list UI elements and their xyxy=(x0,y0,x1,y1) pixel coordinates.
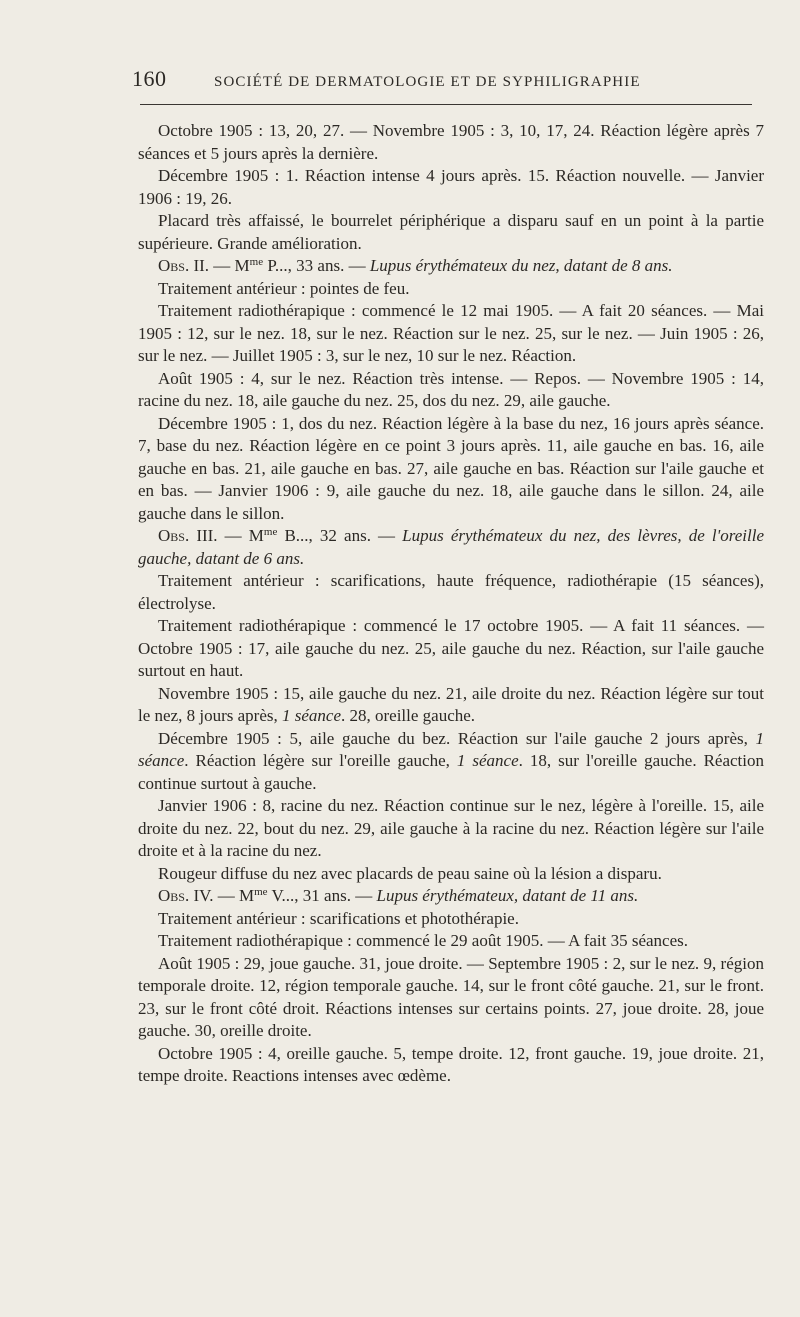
text-run: Décembre 1905 : 1, dos du nez. Réaction légère à la base du nez, 16 jours après séance. 7, base du nez. Réaction légère en ce point 3 jours après. 11, aile gauche en bas. 16, aile gauche en bas. 21, aile gauche en bas. 27, aile gauche en bas. Réaction sur l'aile gauche et en bas. — Janvier 1906 : 9, aile gauche du nez. 18, aile gauche dans le sillon. 24, aile gauche dans le sillon. xyxy=(138,413,764,523)
text-run: — M xyxy=(217,526,264,545)
text-run: Placard très affaissé, le bourrelet périphérique a disparu sauf en un point à la partie supérieure. Grande amélioration. xyxy=(138,211,764,253)
text-run: . 28, oreille gauche. xyxy=(341,706,476,725)
text-run: Traitement antérieur : pointes de feu. xyxy=(158,278,410,298)
text-run: Traitement radiothérapique : commencé le 29 août 1905. — A fait 35 séances. xyxy=(158,931,689,950)
paragraph xyxy=(138,278,764,301)
text-run: Novembre 1905 : 15, aile gauche du nez. 21, aile droite du nez. Réaction légère sur tout le nez, 8 jours après, xyxy=(138,683,764,725)
paragraph xyxy=(138,728,764,796)
paragraph xyxy=(138,863,764,886)
paragraph xyxy=(138,795,764,863)
paragraph xyxy=(138,570,764,615)
text-run: V..., 31 ans. — xyxy=(267,886,377,905)
paragraph xyxy=(138,165,764,210)
text-run: Rougeur diffuse du nez avec placards de peau saine où la lésion a disparu. xyxy=(158,863,662,883)
paragraph xyxy=(138,953,764,1043)
text-run: Traitement radiothérapique : commencé le 12 mai 1905. — A fait 20 séances. — Mai 1905 : 12, sur le nez. 18, sur le nez. Réaction sur le nez. 25, sur le nez. — Juin 1905 : 26, sur le nez. — Juillet 1905 : 3, sur le nez, 10 sur le nez. Réaction. xyxy=(138,301,764,365)
header-rule xyxy=(140,104,752,105)
paragraph xyxy=(138,368,764,413)
italic-text: Lupus érythémateux du nez, datant de 8 ans. xyxy=(369,256,673,275)
paragraph xyxy=(138,300,764,368)
text-run: Décembre 1905 : 5, aile gauche du bez. Réaction sur l'aile gauche 2 jours après, xyxy=(158,728,756,748)
paragraph xyxy=(138,615,764,683)
text-run: . 18, sur l'oreille gauche. Réaction continue surtout à gauche. xyxy=(138,751,764,793)
page-number: 160 xyxy=(132,66,167,91)
paragraph xyxy=(138,120,764,165)
text-run: P..., 33 ans. — xyxy=(263,256,370,275)
italic-text: 1 séance xyxy=(281,706,341,725)
text-run: Octobre 1905 : 4, oreille gauche. 5, tempe droite. 12, front gauche. 19, joue droite. 21, tempe droite. Reactions intenses avec œdème. xyxy=(138,1043,764,1085)
italic-text: 1 séance xyxy=(456,751,519,770)
text-run: Traitement radiothérapique : commencé le 17 octobre 1905. — A fait 11 séances. — Octobre 1905 : 17, aile gauche du nez. 25, aile gauche du nez. Réaction, sur l'aile gauche surtout en haut. xyxy=(138,616,764,680)
paragraph xyxy=(138,413,764,526)
text-run: B..., 32 ans. — xyxy=(277,526,403,545)
text-run: Août 1905 : 4, sur le nez. Réaction très intense. — Repos. — Novembre 1905 : 14, racine du nez. 18, aile gauche du nez. 25, dos du nez. 29, aile gauche. xyxy=(138,368,764,410)
text-run: Décembre 1905 : 1. Réaction intense 4 jours après. 15. Réaction nouvelle. — Janvier 1906 : 19, 26. xyxy=(138,166,764,208)
superscript: me xyxy=(254,886,268,898)
text-run: Traitement antérieur : scarifications, haute fréquence, radiothérapie (15 séances), électrolyse. xyxy=(138,571,764,613)
paragraph xyxy=(138,210,764,255)
page-header xyxy=(132,66,752,96)
body-text xyxy=(138,120,764,1088)
text-run: — M xyxy=(209,256,250,275)
paragraph xyxy=(138,255,764,278)
paragraph xyxy=(138,930,764,953)
paragraph xyxy=(138,908,764,931)
text-run: Octobre 1905 : 13, 20, 27. — Novembre 1905 : 3, 10, 17, 24. Réaction légère après 7 séances et 5 jours après la dernière. xyxy=(138,121,764,163)
paragraph xyxy=(138,885,764,908)
paragraph xyxy=(138,1043,764,1088)
observation-label: Obs. III. xyxy=(158,526,218,545)
text-run: . Réaction légère sur l'oreille gauche, xyxy=(184,751,457,770)
italic-text: Lupus érythémateux du nez, des lèvres, de l'oreille gauche, datant de 6 ans. xyxy=(138,526,764,568)
superscript: me xyxy=(263,526,278,538)
observation-label: Obs. II. xyxy=(158,256,210,275)
superscript: me xyxy=(249,256,264,268)
observation-label: Obs. IV. xyxy=(158,886,214,905)
running-title: SOCIÉTÉ DE DERMATOLOGIE ET DE SYPHILIGRAPHIE xyxy=(214,74,641,90)
text-run: Traitement antérieur : scarifications et photothérapie. xyxy=(158,908,519,928)
text-run: — M xyxy=(213,886,255,905)
text-run: Août 1905 : 29, joue gauche. 31, joue droite. — Septembre 1905 : 2, sur le nez. 9, région temporale droite. 12, région temporale gauche. 14, sur le front côté gauche. 21, sur le front. 23, sur le front côté droit. Réactions intenses sur certains points. 27, joue droite. 28, joue gauche. 30, oreille droite. xyxy=(138,953,764,1040)
italic-text: 1 séance xyxy=(138,728,764,770)
text-run: Janvier 1906 : 8, racine du nez. Réaction continue sur le nez, légère à l'oreille. 15, aile droite du nez. 22, bout du nez. 29, aile gauche à la racine du nez. Réaction légère sur l'aile droite et à la racine du nez. xyxy=(138,796,764,860)
paragraph xyxy=(138,525,764,570)
paragraph xyxy=(138,683,764,728)
italic-text: Lupus érythémateux, datant de 11 ans. xyxy=(376,886,639,905)
